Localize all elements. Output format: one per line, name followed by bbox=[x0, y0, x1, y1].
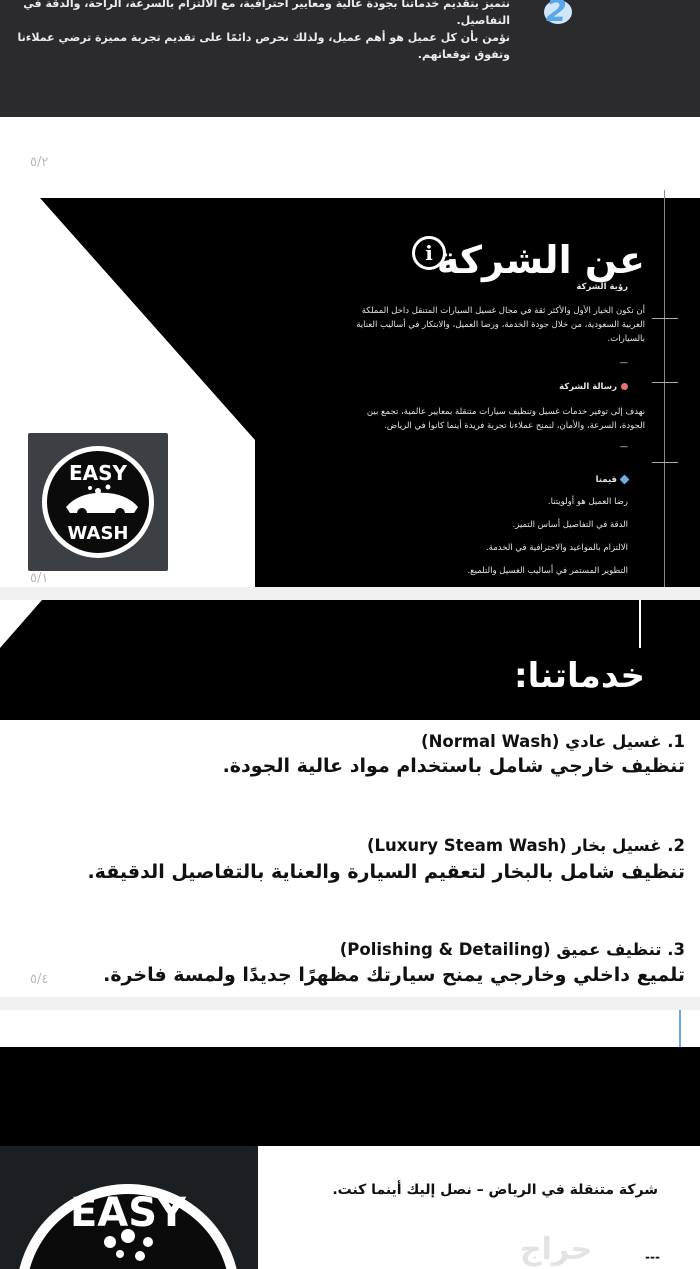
service-description: تنظيف خارجي شامل باستخدام مواد عالية الجودة. bbox=[222, 755, 685, 777]
slide-closing bbox=[0, 1010, 700, 1269]
timeline-tick bbox=[652, 382, 678, 383]
value-item: التطوير المستمر في أساليب الغسيل والتلميع. bbox=[467, 566, 628, 576]
mission-label: رسالة الشركة bbox=[559, 382, 617, 392]
mission-line-2: الجودة، السرعة، والأمان، لنمنح عملاءنا تجربة فريدة أينما كانوا في الرياض. bbox=[384, 421, 645, 431]
slide1-line-4: وتفوق توقعاتهم. bbox=[417, 48, 510, 61]
value-item: الدقة في التفاصيل أساس التميز. bbox=[512, 520, 628, 530]
service-heading: 1. غسيل عادي (Normal Wash) bbox=[421, 732, 685, 751]
vision-line-1: أن نكون الخيار الأول والأكثر ثقة في مجال غسيل السيارات المتنقل داخل المملكة bbox=[361, 306, 645, 316]
closing-logo-emblem bbox=[0, 1146, 258, 1269]
slide1-line-3: نؤمن بأن كل عميل هو أهم عميل، ولذلك نحرص دائمًا على تقديم تجربة مميزة ترضي عملاءنا bbox=[17, 31, 510, 44]
mission-line-1: نهدف إلى توفير خدمات غسيل وتنظيف سيارات متنقلة بمعايير عالمية، تجمع بين bbox=[366, 407, 645, 417]
header-white-wedge bbox=[0, 600, 80, 720]
vision-text bbox=[245, 304, 645, 346]
services-title: خدماتنا: bbox=[514, 656, 645, 696]
closing-logo-text: EASY bbox=[69, 1190, 187, 1236]
slide1-line-2: التفاصيل. bbox=[456, 14, 510, 27]
closing-tagline: شركة متنقلة في الرياض – نصل إليك أينما كنت. bbox=[332, 1182, 658, 1198]
slide-why-us bbox=[0, 0, 700, 117]
logo-text-top: EASY bbox=[68, 461, 128, 485]
service-heading: 2. غسيل بخار (Luxury Steam Wash) bbox=[366, 836, 685, 855]
value-item: الالتزام بالمواعيد والاحترافية في الخدمة. bbox=[485, 543, 628, 553]
logo-emblem bbox=[28, 433, 168, 571]
closing-header-band bbox=[0, 1047, 700, 1146]
closing-dash: --- bbox=[645, 1250, 660, 1264]
service-heading: 3. تنظيف عميق (Polishing & Detailing) bbox=[339, 940, 685, 959]
values-diamond-icon bbox=[620, 475, 630, 485]
number-badge bbox=[536, 0, 576, 32]
service-description: تلميع داخلي وخارجي يمنح سيارتك مظهرًا جديدًا ولمسة فاخرة. bbox=[103, 964, 685, 986]
timeline-tick bbox=[652, 318, 678, 319]
service-description: تنظيف شامل بالبخار لتعقيم السيارة والعناية بالتفاصيل الدقيقة. bbox=[87, 861, 685, 883]
timeline-tick bbox=[652, 462, 678, 463]
mission-label-row bbox=[559, 380, 628, 394]
slide1-footer bbox=[0, 117, 700, 190]
mission-text bbox=[245, 405, 645, 433]
slide1-text bbox=[0, 0, 510, 63]
badge-number: 2 bbox=[546, 0, 567, 29]
logo-text-bottom: WASH bbox=[67, 523, 129, 544]
info-icon: i bbox=[412, 236, 446, 270]
value-item: رضا العميل هو أولويتنا. bbox=[547, 497, 628, 507]
mission-dot-icon bbox=[621, 383, 628, 390]
page-number: ٥/٤ bbox=[30, 972, 49, 987]
values-label: قيمنا bbox=[595, 475, 617, 485]
closing-logo-panel bbox=[0, 1146, 258, 1269]
vision-line-2: العربية السعودية، من خلال جودة الخدمة، ورضا العميل، والابتكار في أساليب العناية bbox=[356, 320, 645, 330]
timeline-line bbox=[664, 190, 665, 587]
separator-dash: — bbox=[619, 442, 628, 452]
slide-about-company bbox=[0, 190, 700, 587]
separator-dash: — bbox=[619, 358, 628, 368]
header-line bbox=[639, 600, 641, 648]
slide-services bbox=[0, 600, 700, 997]
values-label-row bbox=[596, 473, 628, 487]
haraj-watermark: حراج bbox=[520, 1232, 593, 1267]
company-logo bbox=[28, 433, 168, 571]
about-title: عن الشركة bbox=[436, 238, 645, 282]
vision-label: رؤية الشركة bbox=[576, 282, 628, 292]
slide1-line-1: نتميز بتقديم خدماتنا بجودة عالية ومعايير احترافية، مع الالتزام بالسرعة، الراحة، والدقة في bbox=[23, 0, 510, 10]
page-number: ٥/٢ bbox=[30, 155, 49, 170]
vision-line-3: بالسيارات. bbox=[607, 334, 645, 344]
page-number: ٥/١ bbox=[30, 571, 49, 586]
